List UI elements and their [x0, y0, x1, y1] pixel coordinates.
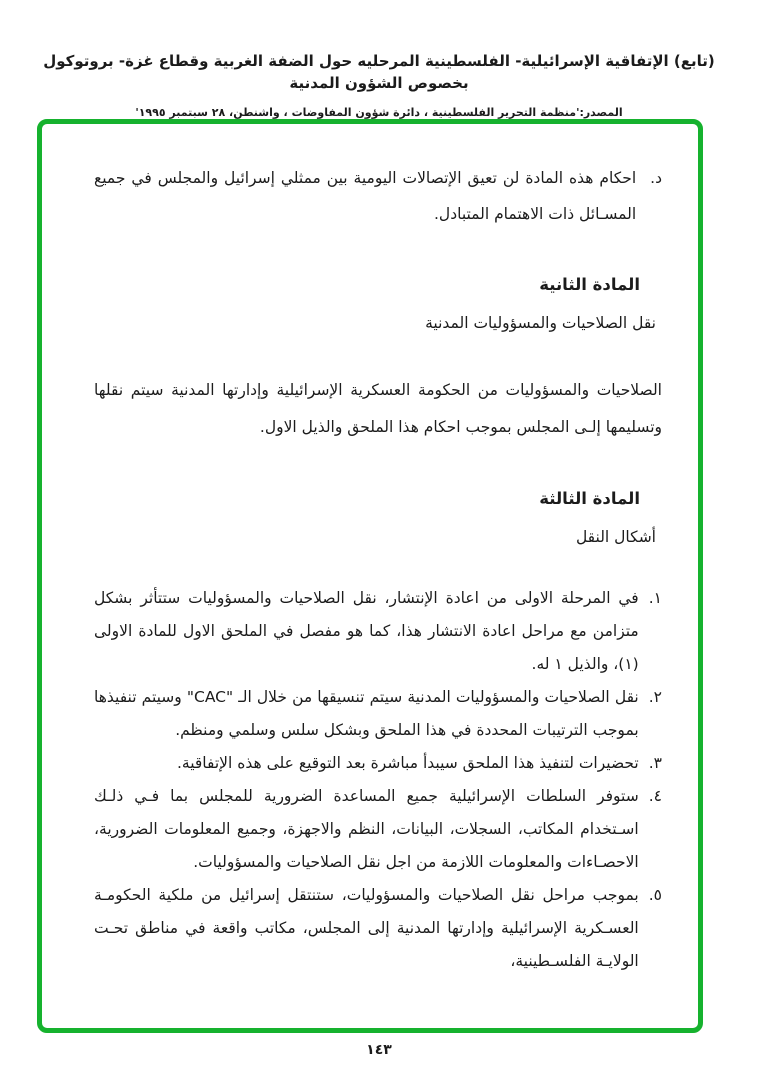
clause-d-marker: د.: [650, 169, 662, 187]
list-item: [94, 780, 662, 879]
list-item: [94, 879, 662, 978]
article-3-subtitle: أشكال النقل: [575, 528, 656, 546]
list-item-number: ٢.: [648, 688, 662, 706]
article-3-list: [94, 582, 662, 978]
list-item: [94, 582, 662, 681]
list-item-text: ستوفر السلطات الإسرائيلية جميع المساعدة الضرورية للمجلس بما فـي ذلـك اسـتخدام المكاتب، السجلات، البيانات، النظم والاجهزة، وجميع المعلومات الضرورية، الاحصـاءات والمعلومات اللازمة من اجل نقل الصلاحيات والمسؤوليات.: [94, 787, 639, 871]
clause-d-text: احكام هذه المادة لن تعيق الإتصالات اليومية بين ممثلي إسرائيل والمجلس في جميع المسـائل ذات الاهتمام المتبادل.: [94, 169, 637, 223]
document-source-line: المصدر:'منظمة التحرير الفلسطينية ، دائرة شؤون المفاوضات ، واشنطن، ٢٨ سبتمبر ١٩٩٥': [135, 106, 623, 119]
list-item: [94, 747, 662, 780]
list-item-text: بموجب مراحل نقل الصلاحيات والمسؤوليات، ستنتقل إسرائيل من ملكية الحكومـة العسـكرية الإسرائيلية وإدارتها المدنية إلى المجلس، مكاتب واقعة في مناطق تحـت الولايـة الفلسـطينية،: [94, 886, 639, 970]
page-header: [0, 50, 758, 119]
article-2-title: المادة الثانية: [539, 275, 640, 294]
list-item-number: ٣.: [648, 754, 662, 772]
page-footer: [0, 1042, 758, 1058]
green-border-frame: [37, 119, 703, 1033]
list-item-number: ٤.: [648, 787, 662, 805]
article-2-body: الصلاحيات والمسؤوليات من الحكومة العسكرية الإسرائيلية وإدارتها المدنية سيتم نقلها وتسليمها إلـى المجلس بموجب احكام هذا الملحق والذيل الاول.: [94, 381, 662, 436]
list-item-text: نقل الصلاحيات والمسؤوليات المدنية سيتم تنسيقها من خلال الـ "CAC" وسيتم تنفيذها بموجب الترتيبات المحددة في هذا الملحق وبشكل سلس وسلمي ومنظم.: [94, 688, 639, 739]
document-body: [42, 124, 698, 1028]
article-3-title: المادة الثالثة: [539, 489, 640, 508]
article-2-subtitle: نقل الصلاحيات والمسؤوليات المدنية: [425, 314, 656, 332]
list-item-text: في المرحلة الاولى من اعادة الإنتشار، نقل الصلاحيات والمسؤوليات ستتأثر بشكل متزامن مع مراحل اعادة الانتشار هذا، كما هو مفصل في الملحق الاول للمادة الاولى (١)، والذيل ١ له.: [94, 589, 639, 673]
list-item: [94, 681, 662, 747]
list-item-number: ١.: [648, 589, 662, 607]
page-number: ١٤٣: [366, 1042, 392, 1058]
document-title: (تابع) الإتفاقية الإسرائيلية- الفلسطينية المرحليه حول الضفة الغربية وقطاع غزة- بروتوكول بخصوص الشؤون المدنية: [43, 52, 715, 92]
list-item-text: تحضيرات لتنفيذ هذا الملحق سيبدأ مباشرة بعد التوقيع على هذه الإتفاقية.: [176, 754, 639, 772]
list-item-number: ٥.: [648, 886, 662, 904]
clause-d: [94, 160, 662, 232]
